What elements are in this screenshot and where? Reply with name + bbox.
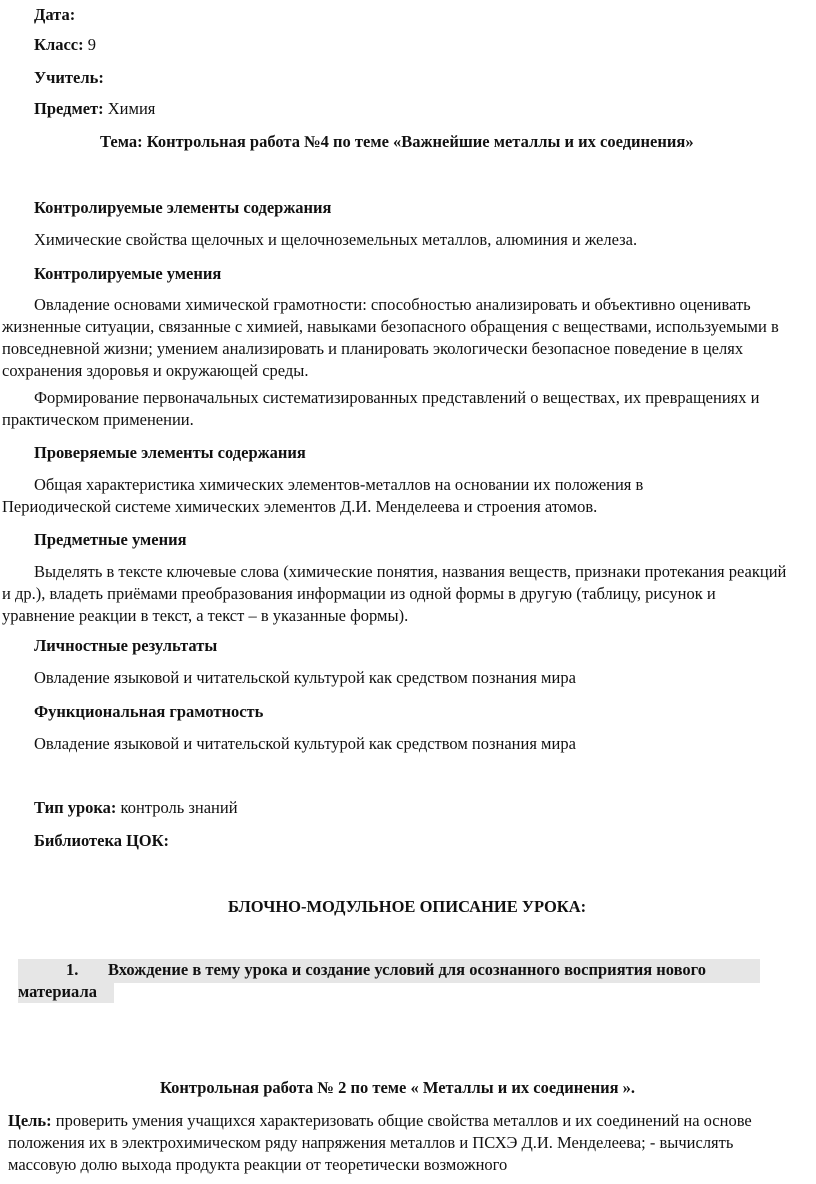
lesson-type-line (34, 797, 238, 819)
controlled-elements-heading: Контролируемые элементы содержания (34, 198, 332, 217)
subject-skills-text: Выделять в тексте ключевые слова (химические понятия, названия веществ, признаки протекания реакций и др.), владеть приёмами преобразования информации из одной формы в другую (таблицу, рисунок и уравнение реакции в текст, а текст – в указанные формы). (2, 562, 787, 625)
personal-results-heading: Личностные результаты (34, 636, 218, 655)
subject-label: Предмет: (34, 99, 104, 118)
controlled-skills-heading: Контролируемые умения (34, 264, 222, 283)
class-value: 9 (87, 35, 96, 54)
lesson-type-label: Тип урока: (34, 798, 117, 817)
goal-text: проверить умения учащихся характеризовать общие свойства металлов и их соединений на основе положения их в электрохимическом ряду напряжения металлов и ПСХЭ Д.И. Менделеева; - вычислять массовую долю выхода продукта реакции от теоретически возможного (8, 1111, 752, 1174)
topic-line (100, 131, 694, 153)
date-label: Дата: (34, 5, 76, 24)
step-1-number: 1. (66, 960, 79, 979)
subject-line (34, 98, 155, 120)
test-goal (8, 1110, 793, 1176)
controlled-elements-text: Химические свойства щелочных и щелочноземельных металлов, алюминия и железа. (34, 230, 638, 249)
block-description-title: БЛОЧНО-МОДУЛЬНОЕ ОПИСАНИЕ УРОКА: (228, 897, 587, 916)
teacher-label: Учитель: (34, 68, 104, 87)
library-line (34, 830, 169, 852)
subject-value: Химия (107, 99, 156, 118)
step-1-line-2: материала (18, 981, 114, 1003)
step-1-line-1 (18, 959, 760, 983)
library-label: Библиотека ЦОК: (34, 831, 170, 850)
functional-literacy-heading: Функциональная грамотность (34, 702, 264, 721)
class-line (34, 34, 96, 56)
controlled-skills-text-2: Формирование первоначальных систематизированных представлений о веществах, их превращениях и практическом применении. (2, 388, 760, 429)
step-1-text: Вхождение в тему урока и создание условий для осознанного восприятия нового (108, 960, 707, 979)
topic-title: Тема: Контрольная работа №4 по теме «Важнейшие металлы и их соединения» (100, 132, 694, 151)
test-title: Контрольная работа № 2 по теме « Металлы и их соединения ». (160, 1078, 636, 1097)
functional-literacy-text: Овладение языковой и читательской культурой как средством познания мира (34, 734, 576, 753)
lesson-type-value: контроль знаний (120, 798, 238, 817)
goal-label: Цель: (8, 1111, 52, 1130)
checked-elements-heading: Проверяемые элементы содержания (34, 443, 306, 462)
class-label: Класс: (34, 35, 84, 54)
teacher-line (34, 67, 104, 89)
personal-results-text: Овладение языковой и читательской культурой как средством познания мира (34, 668, 576, 687)
controlled-skills-text-1: Овладение основами химической грамотности: способностью анализировать и объективно оценивать жизненные ситуации, связанные с химией, навыками безопасного обращения с веществами, используемыми в повседневной жизни; умением анализировать и планировать экологически безопасное поведение в целях сохранения здоровья и окружающей среды. (2, 295, 779, 380)
date-line (34, 4, 75, 26)
subject-skills-heading: Предметные умения (34, 530, 187, 549)
checked-elements-text: Общая характеристика химических элементов-металлов на основании их положения в Периодической системе химических элементов Д.И. Менделеева и строения атомов. (2, 475, 644, 516)
